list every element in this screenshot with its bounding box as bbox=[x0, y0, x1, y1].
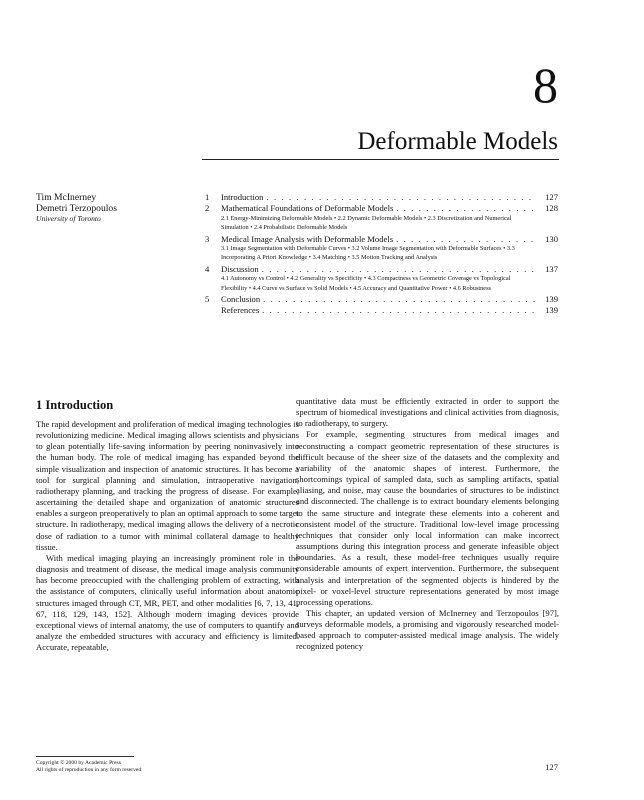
toc-page: 127 bbox=[545, 192, 558, 202]
toc-leader bbox=[263, 294, 537, 304]
toc-page: 139 bbox=[545, 294, 558, 305]
toc-leader bbox=[396, 234, 537, 244]
toc-leader bbox=[266, 192, 537, 202]
chapter-title: Deformable Models bbox=[357, 128, 558, 155]
footer-rule bbox=[36, 756, 134, 757]
toc-subsections: 4.1 Autonomy vs Control • 4.2 Generality vs Specificity • 4.3 Compactness vs Geometric Coverage vs Topological Flexibility • 4.4 Curve vs Surface vs Solid Models • 4.5 Accuracy and Quantitative Power • 4.6 Robustness bbox=[221, 275, 511, 292]
rights-line: All rights of reproduction in any form reserved bbox=[36, 767, 142, 773]
section-heading: 1 Introduction bbox=[36, 398, 114, 412]
toc-number: 4 bbox=[205, 263, 210, 274]
toc-entry[interactable] bbox=[205, 294, 558, 304]
affiliation: University of Toronto bbox=[36, 214, 101, 223]
toc-title: Mathematical Foundations of Deformable Models bbox=[221, 203, 394, 214]
toc-page: 139 bbox=[545, 305, 558, 316]
paragraph: With medical imaging playing an increasingly prominent role in the diagnosis and treatment of disease, the medical image analysis community has become preoccupied with the challenging problem of extracting, with the assistance of computers, clinically useful information about anatomic structures imaged through CT, MR, PET, and other modalities [6, 7, 13, 41, 67, 118, 129, 143, 152]. Although modern imaging devices provide exceptional views of internal anatomy, the use of computers to quantify and analyze the embedded structures with accuracy and efficiency is limited. Accurate, repeatable, bbox=[36, 552, 299, 653]
toc-leader bbox=[262, 264, 537, 274]
table-of-contents bbox=[205, 192, 558, 317]
author-name: Demetri Terzopoulos bbox=[36, 203, 117, 214]
paragraph: For example, segmenting structures from medical images and reconstructing a compact geometric representation of these structures is difficult because of the sheer size of the datasets and the complexity and variability of the anatomic shapes of interest. Furthermore, the shortcomings typical of sampled data, such as sampling artifacts, spatial aliasing, and noise, may cause the boundaries of structures to be indistinct and disconnected. The challenge is to extract boundary elements belonging to the same structure and integrate these elements into a coherent and consistent model of the structure. Traditional low-level image processing techniques that consider only local information can make incorrect assumptions during this integration process and generate infeasible object boundaries. As a result, these model-free techniques usually require considerable amounts of expert intervention. Furthermore, the subsequent analysis and interpretation of the segmented objects is hindered by the pixel- or voxel-level structure representations generated by most image processing operations. bbox=[296, 429, 559, 607]
toc-title: Discussion bbox=[221, 263, 259, 274]
toc-page: 137 bbox=[545, 263, 558, 274]
toc-title: Conclusion bbox=[221, 294, 261, 305]
toc-number: 2 bbox=[205, 203, 210, 214]
toc-number: 1 bbox=[205, 192, 210, 202]
toc-title: References bbox=[221, 305, 260, 316]
toc-title: Introduction bbox=[221, 192, 264, 202]
copyright-notice bbox=[36, 760, 141, 774]
left-column bbox=[36, 419, 299, 653]
toc-page: 128 bbox=[545, 203, 558, 214]
toc-entry[interactable] bbox=[205, 234, 558, 263]
toc-subsections: 2.1 Energy-Minimizing Deformable Models • 2.2 Dynamic Deformable Models • 2.3 Discretization and Numerical Simulation • 2.4 Probabilistic Deformable Models bbox=[221, 214, 512, 232]
toc-entry-references[interactable] bbox=[205, 305, 558, 315]
toc-leader bbox=[262, 305, 537, 315]
toc-entry[interactable] bbox=[205, 192, 558, 202]
paragraph: quantitative data must be efficiently extracted in order to support the spectrum of biomedical investigations and clinical activities from diagnosis, to radiotherapy, to surgery. bbox=[296, 396, 559, 429]
toc-title: Medical Image Analysis with Deformable Models bbox=[221, 233, 394, 244]
author-block bbox=[36, 192, 196, 224]
title-rule bbox=[202, 159, 559, 160]
copyright-line: Copyright © 2000 by Academic Press bbox=[36, 760, 121, 766]
toc-entry[interactable] bbox=[205, 264, 558, 293]
right-column bbox=[296, 396, 559, 653]
toc-number: 5 bbox=[205, 294, 210, 305]
paragraph: This chapter, an updated version of McInerney and Terzopoulos [97], surveys deformable models, a promising and vigorously researched model-based approach to computer-assisted medical image analysis. The widely recognized potency bbox=[296, 607, 559, 652]
chapter-number: 8 bbox=[533, 57, 558, 113]
toc-leader bbox=[396, 203, 537, 213]
toc-entry[interactable] bbox=[205, 203, 558, 232]
author-name: Tim McInerney bbox=[36, 192, 97, 203]
toc-page: 130 bbox=[545, 233, 558, 244]
toc-subsections: 3.1 Image Segmentation with Deformable Curves • 3.2 Volume Image Segmentation with Deformable Surfaces • 3.3 Incorporating A Priori Knowledge • 3.4 Matching • 3.5 Motion Tracking and Analysis bbox=[221, 245, 515, 262]
page-number: 127 bbox=[545, 762, 558, 772]
paragraph: The rapid development and proliferation of medical imaging technologies is revolutionizing medicine. Medical imaging allows scientists and physicians to glean potentially life-saving information by peering noninvasively into the human body. The role of medical imaging has expanded beyond the simple visualization and inspection of anatomic structures. It has become a tool for surgical planning and simulation, intraoperative navigation, radiotherapy planning, and tracking the progress of disease. For example, ascertaining the detailed shape and organization of anatomic structures enables a surgeon preoperatively to plan an optimal approach to some target structure. In radiotherapy, medical imaging allows the delivery of a necrotic dose of radiation to a tumor with minimal collateral damage to healthy tissue. bbox=[36, 419, 299, 552]
toc-number: 3 bbox=[205, 233, 210, 244]
